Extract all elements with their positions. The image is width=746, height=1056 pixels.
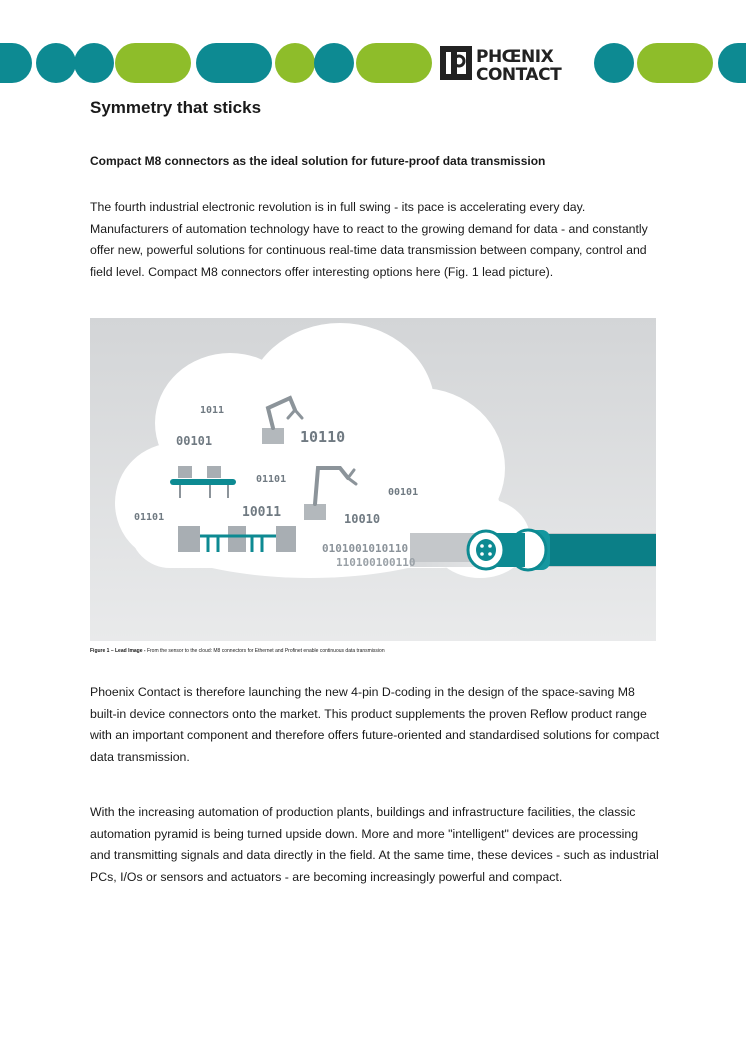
lead-illustration — [90, 318, 656, 641]
paragraph-intro: The fourth industrial electronic revolution is in full swing - its pace is accelerating every day. Manufacturers of automation technology have to react to the growing demand for data - and constantly offer new, powerful solutions for continuous real-time data transmission between company, control and field level. Compact M8 connectors offer interesting options here (Fig. 1 lead picture). — [90, 200, 648, 280]
binary-label: 10011 — [242, 505, 282, 520]
m8-connector-icon — [468, 530, 656, 570]
brand-dot — [36, 43, 76, 83]
binary-label: 1011 — [200, 405, 225, 416]
brand-shape-band — [0, 40, 746, 86]
brand-pill — [356, 43, 432, 83]
brand-pill — [115, 43, 191, 83]
caption-text: From the sensor to the cloud: M8 connectors for Ethernet and Profinet enable continuous data transmission — [145, 648, 385, 654]
brand-pill — [196, 43, 272, 83]
paragraph-launch: Phoenix Contact is therefore launching the new 4-pin D-coding in the design of the space-saving M8 built-in device connectors onto the market. This product supplements the proven Reflow product range with an important component and therefore offers future-oriented and standardised solutions for compact data transmission. — [90, 685, 660, 765]
lead-image — [90, 318, 656, 641]
brand-dot — [74, 43, 114, 83]
binary-label: 00101 — [388, 487, 419, 498]
article — [90, 96, 660, 885]
caption-label: Figure 1 – Lead Image - — [90, 648, 146, 654]
machine-icon — [178, 526, 296, 552]
brand-dot — [314, 43, 354, 83]
article-title: Symmetry that sticks — [90, 98, 262, 117]
brand-header — [0, 40, 746, 86]
binary-label: 110100100110 — [336, 556, 416, 569]
binary-label: 01101 — [134, 512, 165, 523]
binary-label: 10010 — [344, 512, 381, 526]
phoenix-contact-logo — [440, 46, 562, 85]
brand-dot — [275, 43, 315, 83]
binary-label: 01101 — [256, 474, 287, 485]
paragraph-automation: With the increasing automation of production plants, buildings and infrastructure facilities, the classic automation pyramid is being turned upside down. More and more "intelligent" devices are processing and transmitting signals and data directly in the field. At the same time, these devices - such as industrial PCs, I/Os or sensors and actuators - are becoming increasingly powerful and compact. — [90, 805, 659, 885]
brand-pill — [0, 43, 32, 83]
logo-line1: PHŒNIX — [476, 47, 554, 67]
binary-label: 0101001010110 — [322, 542, 409, 555]
figure-caption — [90, 648, 385, 654]
binary-label: 00101 — [176, 434, 213, 448]
brand-dot — [594, 43, 634, 83]
brand-pill — [718, 43, 746, 83]
article-subtitle: Compact M8 connectors as the ideal solution for future-proof data transmission — [90, 154, 546, 168]
binary-label: 10110 — [300, 428, 346, 446]
brand-pill — [637, 43, 713, 83]
logo-line2: CONTACT — [476, 65, 562, 85]
